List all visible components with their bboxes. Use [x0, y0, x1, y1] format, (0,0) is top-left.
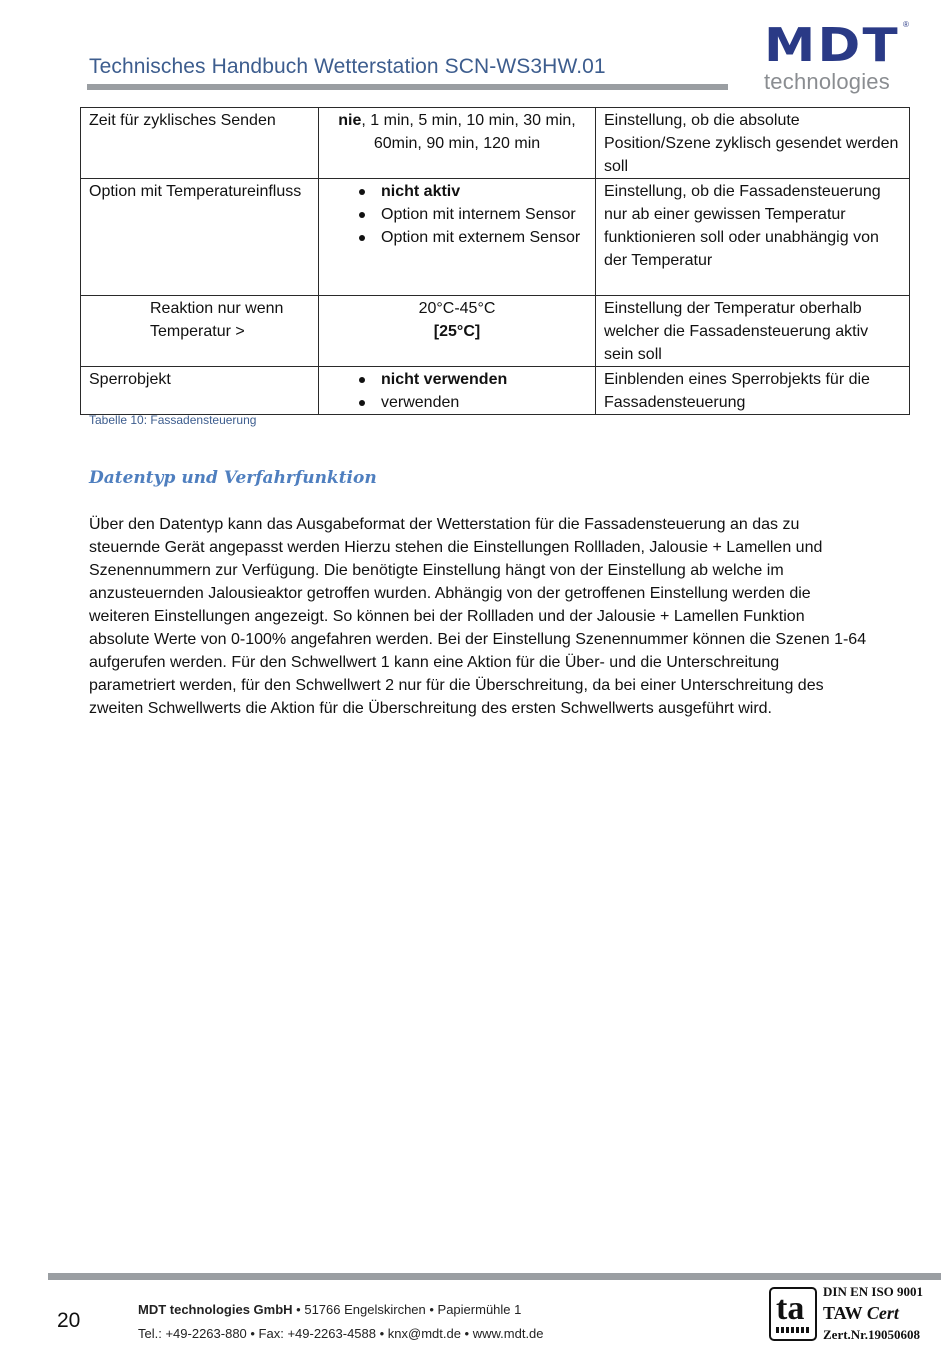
list-item: nicht verwenden — [319, 368, 587, 391]
table-row — [81, 367, 910, 415]
parameter-name: Reaktion nur wenn Temperatur > — [81, 296, 319, 367]
cert-issuer — [823, 1303, 899, 1324]
parameter-values — [319, 367, 596, 415]
cert-issuer-name: TAW — [823, 1303, 867, 1323]
list-item: nicht aktiv — [319, 180, 587, 203]
body-paragraph: Über den Datentyp kann das Ausgabeformat der Wetterstation für die Fassadensteuerung an das zu steuernde Gerät angepasst werden Hierzu stehen die Einstellungen Rollladen, Jalousie + Lamellen und Szenennummern zur Verfügung. Die benötigte Einstellung hängt von der Einstellung ab welche im anzusteuernden Jalousieaktor getroffen wurden. Abhängig von der getroffenen Einstellung werden die weiteren Einstellungen angezeigt. So können bei der Rollladen und der Jalousie + Lamellen Funktion absolute Werte von 0-100% angefahren werden. Bei der Einstellung Szenennummer können die Szenen 1-64 aufgerufen werden. Für den Schwellwert 1 kann eine Aktion für die Über- und die Unterschreitung parametriert werden, für den Schwellwert 2 nur für die Überschreitung, da bei einer Unterschreitung des zweiten Schwellwerts die Aktion für die Überschreitung des ersten Schwellwerts ausgeführt wird. — [89, 516, 867, 717]
section-heading: Datentyp und Verfahrfunktion — [89, 468, 377, 488]
parameter-values — [319, 296, 596, 367]
parameter-description: Einblenden eines Sperrobjekts für die Fassadensteuerung — [596, 367, 910, 415]
parameter-description: Einstellung, ob die absolute Position/Szene zyklisch gesendet werden soll — [596, 108, 910, 179]
page-number: 20 — [57, 1309, 81, 1332]
parameter-values — [319, 179, 596, 296]
footer-address — [138, 1302, 521, 1317]
cert-standard: DIN EN ISO 9001 — [823, 1284, 924, 1299]
table-row — [81, 179, 910, 296]
option-list — [319, 368, 587, 414]
parameter-table — [80, 107, 910, 415]
cert-issuer-suffix: Cert — [866, 1303, 899, 1323]
registered-mark: ® — [903, 20, 909, 29]
table-caption: Tabelle 10: Fassadensteuerung — [89, 413, 257, 427]
parameter-values — [319, 108, 596, 179]
option-list — [319, 180, 587, 249]
header-divider — [87, 84, 728, 90]
list-item: Option mit internem Sensor — [319, 203, 587, 226]
parameter-description: Einstellung, ob die Fassadensteuerung nur ab einer gewissen Temperatur funktionieren soll oder unabhängig von der Temperatur — [596, 179, 910, 296]
logo-mark: MDT — [764, 18, 900, 72]
value-range: 20°C-45°C — [418, 300, 496, 317]
parameter-name: Sperrobjekt — [81, 367, 319, 415]
table-row — [81, 108, 910, 179]
list-item: verwenden — [319, 391, 587, 414]
badge-bar — [776, 1327, 811, 1333]
parameter-name: Zeit für zyklisches Senden — [81, 108, 319, 179]
list-item: Option mit externem Sensor — [319, 226, 587, 249]
document-title: Technisches Handbuch Wetterstation SCN-WS3HW.01 — [89, 55, 606, 78]
badge-letters: ta — [776, 1290, 805, 1327]
footer-contact: Tel.: +49-2263-880 • Fax: +49-2263-4588 • knx@mdt.de • www.mdt.de — [138, 1326, 544, 1341]
parameter-name: Option mit Temperatureinfluss — [81, 179, 319, 296]
cert-number: Zert.Nr.19050608 — [823, 1327, 921, 1342]
parameter-description: Einstellung der Temperatur oberhalb welcher die Fassadensteuerung aktiv sein soll — [596, 296, 910, 367]
default-value: [25°C] — [433, 323, 481, 340]
mdt-logo — [760, 18, 912, 97]
default-value: nie — [338, 112, 362, 129]
value-options: , 1 min, 5 min, 10 min, 30 min, 60min, 90 min, 120 min — [361, 112, 576, 152]
certificate-badge-icon — [769, 1287, 817, 1341]
company-name: MDT technologies GmbH — [138, 1302, 293, 1317]
footer-divider — [48, 1273, 941, 1280]
logo-subtitle: technologies — [764, 69, 890, 94]
table-row — [81, 296, 910, 367]
company-address: • 51766 Engelskirchen • Papiermühle 1 — [292, 1302, 522, 1317]
iso-certificate — [769, 1284, 941, 1346]
